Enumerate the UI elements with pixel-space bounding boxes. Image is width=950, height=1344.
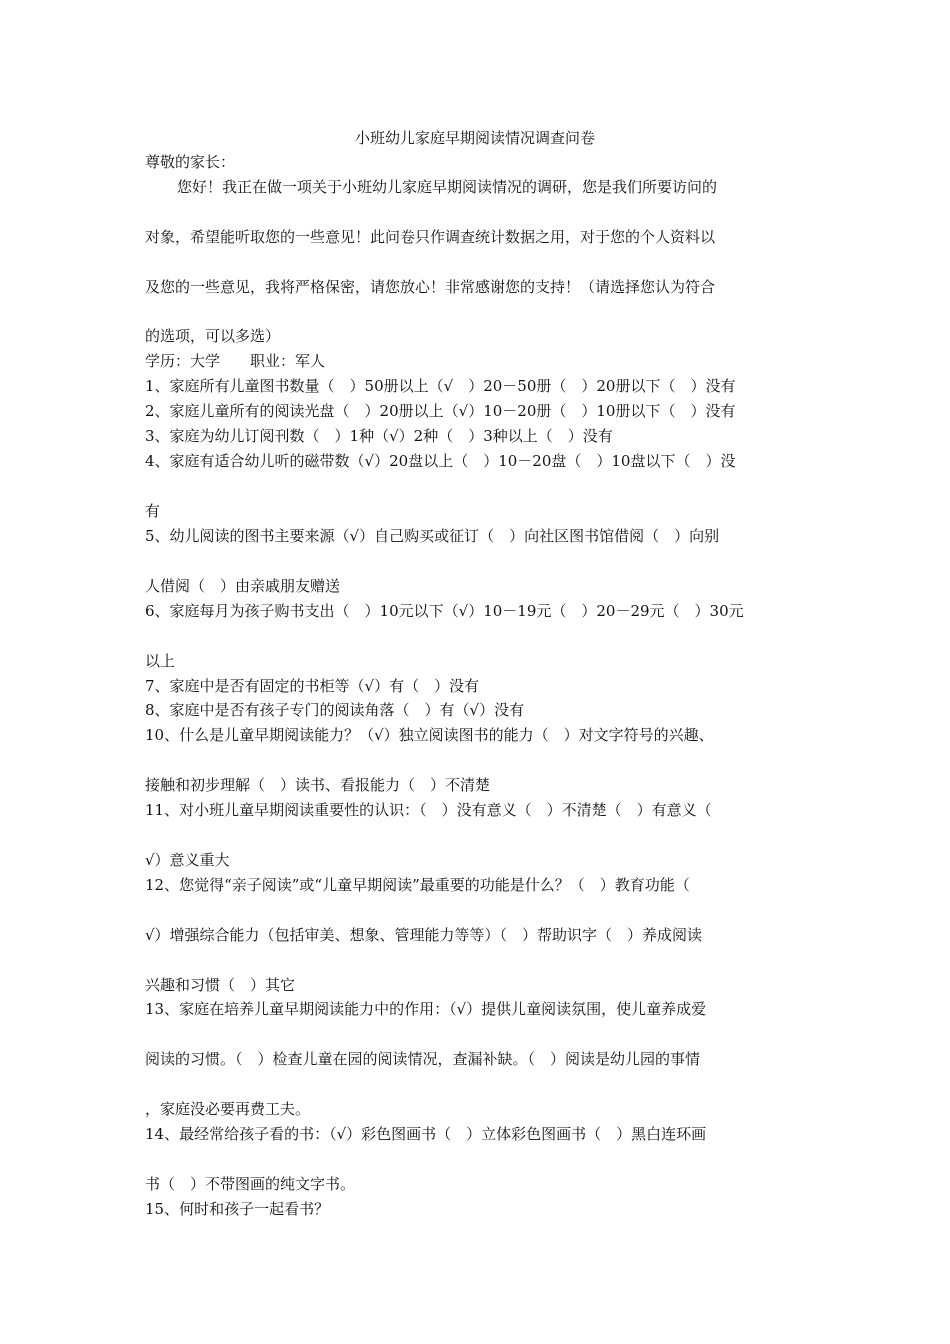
question-line: 10、什么是儿童早期阅读能力？（√）独立阅读图书的能力（ ）对文字符号的兴趣、 <box>145 726 714 744</box>
question-line: 人借阅（ ）由亲戚朋友赠送 <box>145 577 341 595</box>
question-line: 阅读的习惯。（ ）检查儿童在园的阅读情况，查漏补缺。（ ）阅读是幼儿园的事情 <box>145 1050 701 1068</box>
question-line: 接触和初步理解（ ）读书、看报能力（ ）不清楚 <box>145 776 491 794</box>
question-line: 5、幼儿阅读的图书主要来源（√）自己购买或征订（ ）向社区图书馆借阅（ ）向别 <box>145 527 720 545</box>
question-line: 4、家庭有适合幼儿听的磁带数（√）20盘以上（ ）10－20盘（ ）10盘以下（ ）没 <box>145 452 736 470</box>
intro-line: 对象，希望能听取您的一些意见！此问卷只作调查统计数据之用，对于您的个人资料以 <box>145 228 716 246</box>
question-line: 兴趣和习惯（ ）其它 <box>145 976 296 994</box>
intro-line: 及您的一些意见，我将严格保密，请您放心！非常感谢您的支持！（请选择您认为符合 <box>145 278 716 296</box>
question-line: 3、家庭为幼儿订阅刊数（ ）1种（√）2种（ ）3种以上（ ）没有 <box>145 427 613 445</box>
question-line: 6、家庭每月为孩子购书支出（ ）10元以下（√）10－19元（ ）20－29元（ ）30元 <box>145 602 744 620</box>
question-line: 12、您觉得“亲子阅读”或“儿童早期阅读”最重要的功能是什么？（ ）教育功能（ <box>145 876 690 894</box>
question-line: 以上 <box>145 652 176 670</box>
question-line: 2、家庭儿童所有的阅读光盘（ ）20册以上（√）10－20册（ ）10册以下（ ）没有 <box>145 402 736 420</box>
question-line: 11、对小班儿童早期阅读重要性的认识：（ ）没有意义（ ）不清楚（ ）有意义（ <box>145 801 712 819</box>
question-line: 13、家庭在培养儿童早期阅读能力中的作用：（√）提供儿童阅读氛围，使儿童养成爱 <box>145 1000 707 1018</box>
intro-line: 您好！我正在做一项关于小班幼儿家庭早期阅读情况的调研，您是我们所要访问的 <box>177 178 718 196</box>
salutation: 尊敬的家长： <box>145 153 236 171</box>
question-line: 15、何时和孩子一起看书？ <box>145 1200 330 1218</box>
respondent-info: 学历：大学 职业：军人 <box>145 352 326 370</box>
question-line: 8、家庭中是否有孩子专门的阅读角落（ ）有（√）没有 <box>145 701 525 719</box>
page-title: 小班幼儿家庭早期阅读情况调查问卷 <box>354 129 595 147</box>
question-line: 14、最经常给孩子看的书：（√）彩色图画书（ ）立体彩色图画书（ ）黑白连环画 <box>145 1125 707 1143</box>
question-line: 书（ ）不带图画的纯文字书。 <box>145 1175 356 1193</box>
question-line: √）意义重大 <box>145 851 230 869</box>
question-line: 有 <box>145 502 161 520</box>
question-line: √）增强综合能力（包括审美、想象、管理能力等等）（ ）帮助识字（ ）养成阅读 <box>145 926 703 944</box>
intro-line: 的选项，可以多选） <box>145 327 281 345</box>
question-line: 7、家庭中是否有固定的书柜等（√）有（ ）没有 <box>145 677 480 695</box>
question-line: ，家庭没必要再费工夫。 <box>145 1100 311 1118</box>
question-line: 1、家庭所有儿童图书数量（ ）50册以上（√ ）20－50册（ ）20册以下（ ）没有 <box>145 377 736 395</box>
